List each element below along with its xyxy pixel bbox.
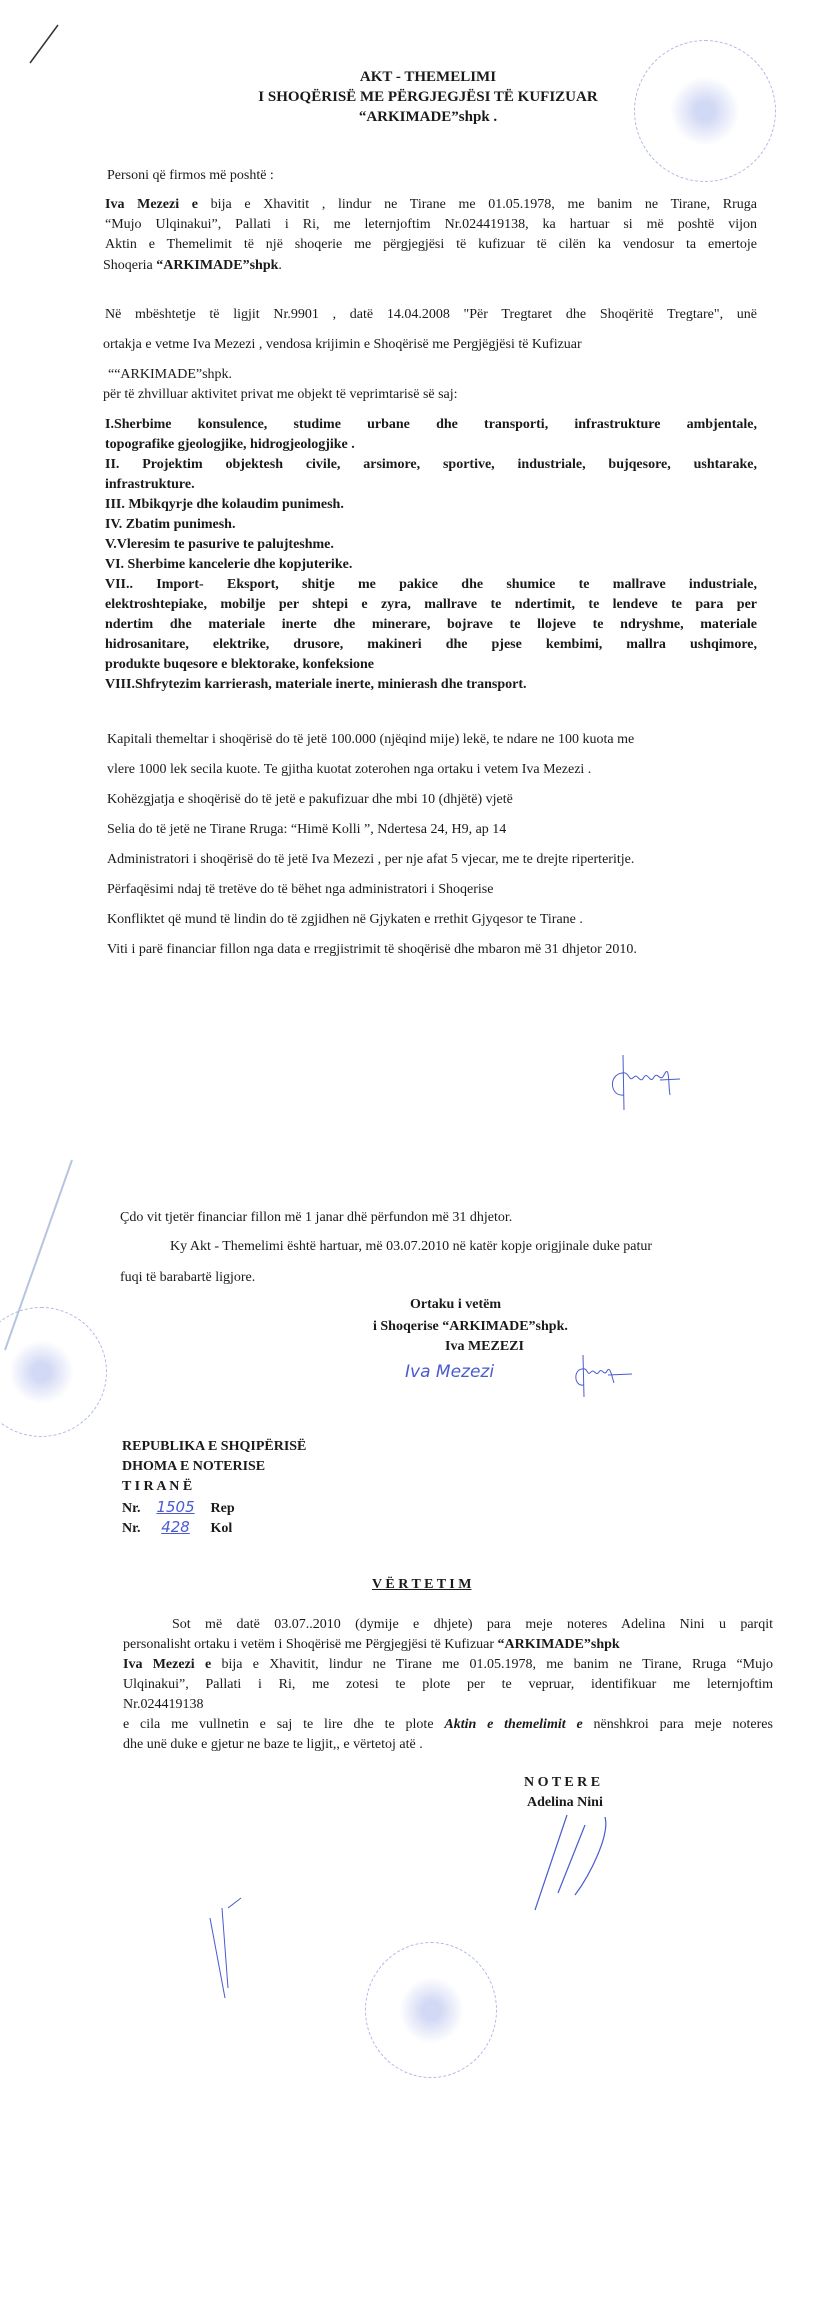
signature — [570, 1355, 640, 1400]
activity-line: III. Mbikqyrje dhe kolaudim punimesh. — [105, 497, 344, 512]
person-line — [105, 195, 757, 215]
activity-line: infrastrukture. — [105, 477, 195, 492]
cert-text: personalisht ortaku i vetëm i Shoqërisë me Përgjegjësi të Kufizuar — [123, 1637, 498, 1652]
signatory-company: i Shoqerise “ARKIMADE”shpk. — [373, 1319, 568, 1334]
activity-line: V.Vleresim te pasurive te palujteshme. — [105, 537, 334, 552]
notary-header: DHOMA E NOTERISE — [122, 1459, 266, 1474]
law-line: Në mbështetje të ligjit Nr.9901 , datë 14.04.2008 "Për Tregtaret dhe Shoqëritë Tregtare", unë — [105, 307, 757, 322]
activity-line: VIII.Shfrytezim karrierash, materiale inerte, minierash dhe transport. — [105, 677, 527, 692]
kol-number-line — [122, 1517, 232, 1539]
clause-line: Konfliktet që mund të lindin do të zgjidhen në Gjykaten e rrethit Gjyqesor te Tirane . — [107, 912, 583, 927]
cert-text: bija e Xhavitit, lindur ne Tirane me 01.05.1978, me banim ne Tirane, Rruga “Mujo — [211, 1657, 773, 1672]
signatory-name: Iva MEZEZI — [445, 1339, 524, 1354]
company-prefix: Shoqeria — [103, 258, 157, 273]
clause-line: Administratori i shoqërisë do të jetë Iva Mezezi , per nje afat 5 vjecar, me te drejte riperteritje. — [107, 852, 635, 867]
person-line: Aktin e Themelimit të një shoqerie me përgjegjësi të kufizuar të cilën ka vendosur ta emertoje — [105, 237, 757, 252]
rep-number: 1505 — [156, 1498, 195, 1516]
signatory-title: Ortaku i vetëm — [410, 1297, 501, 1312]
clause-line: Përfaqësimi ndaj të tretëve do të bëhet nga administratori i Shoqerise — [107, 882, 494, 897]
company-line — [103, 256, 282, 276]
person-name: Iva Mezezi e — [105, 197, 198, 212]
initials-mark — [205, 1898, 245, 1998]
activity-intro: për të zhvilluar aktivitet privat me objekt të veprimtarisë së saj: — [103, 387, 458, 402]
activity-line: elektroshtepiake, mobilje per shtepi e zyra, mallrave te ndertimit, te lendeve te para per — [105, 597, 757, 612]
certification-title: V Ë R T E T I M — [372, 1577, 472, 1592]
activity-line: VI. Sherbime kancelerie dhe kopjuterike. — [105, 557, 353, 572]
rep-label: Nr. — [122, 1501, 141, 1516]
notary-name: Adelina Nini — [527, 1795, 603, 1810]
activity-line: ndertim dhe materiale inerte dhe minerare, bojrave te llojeve te ndryshme, materiale — [105, 617, 757, 632]
notary-stamp — [365, 1942, 497, 2078]
notary-stamp — [0, 1307, 107, 1437]
drafted-text: Ky Akt - Themelimi është hartuar, më 03.07.2010 në katër kopje origjinale duke patur — [170, 1239, 653, 1254]
cert-company: “ARKIMADE”shpk — [497, 1637, 620, 1652]
clause-line: vlere 1000 lek secila kuote. Te gjitha kuotat zoterohen nga ortaku i vetem Iva Mezezi . — [107, 762, 592, 777]
fiscal-year-text: Çdo vit tjetër financiar fillon më 1 janar dhë përfundon më 31 dhjetor. — [120, 1210, 513, 1225]
notary-header: REPUBLIKA E SHQIPËRISË — [122, 1439, 307, 1454]
activity-line: I.Sherbime konsulence, studime urbane dhe transporti, infrastrukture ambjentale, — [105, 417, 757, 432]
cert-line: Nr.024419138 — [123, 1697, 204, 1712]
intro-text: Personi që firmos më poshtë : — [107, 168, 274, 183]
document-title: AKT - THEMELIMI — [359, 69, 497, 85]
company-suffix: . — [278, 258, 282, 273]
notary-signature — [530, 1815, 610, 1915]
company-title: “ARKIMADE”shpk . — [358, 109, 498, 125]
rep-number-line — [122, 1497, 235, 1519]
company-name: “ARKIMADE”shpk — [156, 258, 279, 273]
drafted-text: fuqi të barabartë ligjore. — [120, 1270, 256, 1285]
kol-number: 428 — [161, 1518, 190, 1536]
clause-line: Selia do të jetë ne Tirane Rruga: “Himë Kolli ”, Ndertesa 24, H9, ap 14 — [107, 822, 507, 837]
company-quote: ““ARKIMADE”shpk. — [108, 367, 233, 382]
cert-text: e cila me vullnetin e saj te lire dhe te plote — [123, 1717, 445, 1732]
person-text: bija e Xhavitit , lindur ne Tirane me 01.05.1978, me banim ne Tirane, Rruga — [198, 197, 758, 212]
cert-person-name: Iva Mezezi e — [123, 1657, 212, 1672]
cert-line: Ulqinakui”, Pallati i Ri, me zotesi te plote per te vepruar, identifikuar me leternjoftim — [123, 1677, 773, 1692]
cert-line: dhe unë duke e gjetur ne baze te ligjit,, e vërtetoj atë . — [123, 1737, 423, 1752]
kol-suffix: Kol — [210, 1521, 233, 1536]
notary-title: N O T E R E — [524, 1775, 601, 1790]
law-line: ortakja e vetme Iva Mezezi , vendosa krijimin e Shoqërisë me Pergjëgjësi të Kufizuar — [103, 337, 582, 352]
document-subtitle: I SHOQËRISË ME PËRGJEGJËSI TË KUFIZUAR — [258, 89, 598, 105]
clause-line: Kohëzgjatja e shoqërisë do të jetë e pakufizuar dhe mbi 10 (dhjëtë) vjetë — [107, 792, 513, 807]
activity-line: IV. Zbatim punimesh. — [105, 517, 236, 532]
clause-line: Kapitali themeltar i shoqërisë do të jetë 100.000 (njëqind mije) lekë, te ndare ne 100 kuota me — [107, 732, 635, 747]
person-line: “Mujo Ulqinakui”, Pallati i Ri, me leternjoftim Nr.024419138, ka hartuar si më poshtë vijon — [105, 217, 757, 232]
clause-line: Viti i parë financiar fillon nga data e rregjistrimit të shoqërisë dhe mbaron më 31 dhjetor 2010. — [107, 942, 637, 957]
notary-header: T I R A N Ë — [122, 1479, 193, 1494]
cert-text: nënshkroi para meje noteres — [582, 1717, 773, 1732]
cert-line — [123, 1655, 773, 1675]
cert-italic: Aktin e themelimit e — [444, 1717, 583, 1732]
activity-line: produkte buqesore e blektorake, konfeksione — [105, 657, 375, 672]
kol-label: Nr. — [122, 1521, 141, 1536]
activity-line: II. Projektim objektesh civile, arsimore, sportive, industriale, bujqesore, ushtarake, — [105, 457, 757, 472]
activity-line: VII.. Import- Eksport, shitje me pakice dhe shumice te mallrave industriale, — [105, 577, 757, 592]
activity-line: topografike gjeologjike, hidrogjeologjike . — [105, 437, 355, 452]
activity-line: hidrosanitare, elektrike, drusore, makineri dhe pjese kembimi, mallra ushqimore, — [105, 637, 757, 652]
cert-line — [123, 1635, 620, 1655]
handwritten-name: Iva Mezezi — [405, 1362, 495, 1382]
rep-suffix: Rep — [210, 1501, 235, 1516]
cert-line — [123, 1715, 773, 1735]
cert-line: Sot më datë 03.07..2010 (dymije e dhjete) para meje noteres Adelina Nini u parqit — [172, 1617, 773, 1632]
signature — [600, 1055, 700, 1115]
